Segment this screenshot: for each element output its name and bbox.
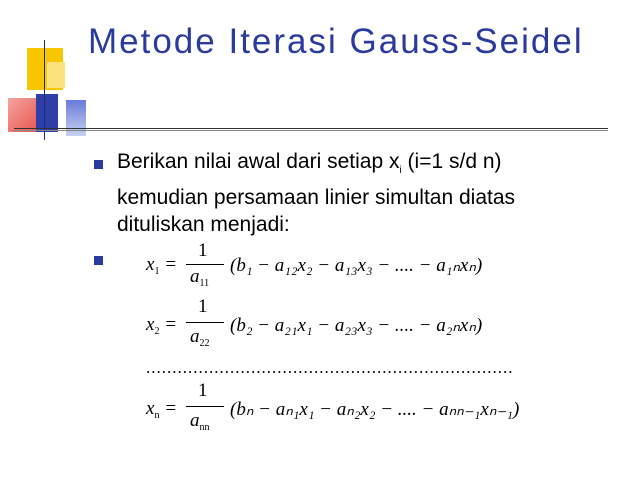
square-bullet-icon	[94, 160, 103, 169]
decor-red-square	[8, 98, 38, 132]
bullet-text-line2: kemudian persamaan linier simultan diatas	[117, 186, 516, 210]
equation-rhs: (b₂ − a₂₁x₁ − a₂₃x₃ − .... − a₂ₙxₙ)	[230, 315, 483, 336]
square-bullet-icon	[94, 256, 103, 265]
equation-rhs: (b₁ − a₁₂x₂ − a₁₃x₃ − .... − a₁ₙxₙ)	[230, 255, 483, 276]
fraction-bar	[186, 322, 224, 323]
equation-lhs: $x_n$ =	[146, 398, 178, 421]
fraction-numerator: 1	[198, 240, 208, 261]
decor-vertical-line	[44, 40, 45, 140]
fraction-denominator: $a_{nn}$	[190, 410, 210, 433]
decor-light-yellow-square	[47, 62, 65, 88]
ellipsis-row: ......................................................................	[146, 358, 514, 377]
fraction-denominator: $a_{11}$	[190, 266, 210, 289]
equation-lhs: $x_1$ =	[146, 254, 178, 277]
title-underline	[14, 128, 608, 129]
slide-title: Metode Iterasi Gauss-Seidel	[88, 22, 584, 61]
bullet-text-line3: dituliskan menjadi:	[117, 213, 290, 237]
bullet-text-line1: Berikan nilai awal dari setiap $x_i$ (i=1 s/d n)	[117, 150, 502, 177]
fraction-denominator: $a_{22}$	[190, 326, 210, 349]
equation-lhs: $x_2$ =	[146, 314, 178, 337]
title-underline-shadow	[14, 130, 608, 131]
fraction-bar	[186, 406, 224, 407]
bullet-text	[117, 148, 617, 238]
fraction-numerator: 1	[198, 296, 208, 317]
decor-blue-square	[36, 94, 58, 132]
fraction-bar	[186, 264, 224, 265]
equation-rhs: (bₙ − aₙ₁x₁ − aₙ₂x₂ − .... − aₙₙ₋₁xₙ₋₁)	[230, 399, 520, 420]
fraction-numerator: 1	[198, 380, 208, 401]
